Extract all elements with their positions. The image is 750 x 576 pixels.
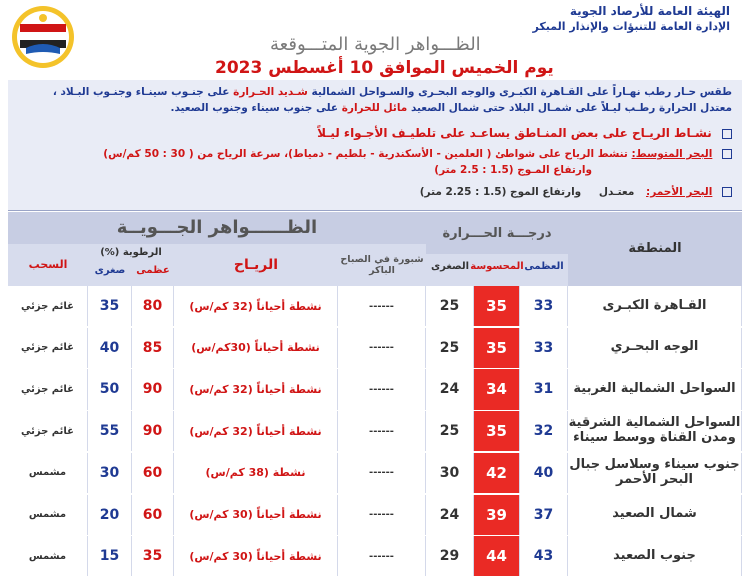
wind-header: الريـاح	[233, 256, 279, 273]
temp-min-header: الصغرى	[430, 261, 470, 272]
bulletin-text: طقس حـار رطب نهـاراً على القـاهرة الكبـرى والوجه البحـرى والسـواحل الشمالية	[311, 86, 732, 98]
cell-fog: ------	[338, 328, 425, 368]
cell-wind: نشطة أحياناً (32 كم/س)	[174, 286, 337, 326]
cell-fog: ------	[338, 411, 425, 451]
forecast-bulletin	[8, 80, 742, 211]
cell-hmax: 85	[132, 328, 173, 368]
cell-region: القـاهرة الكبـرى	[568, 286, 741, 326]
cell-region: جنوب الصعيد	[568, 536, 741, 576]
bulletin-highlight: مائل للحرارة	[341, 102, 408, 114]
cell-tfeel: 42	[474, 453, 519, 493]
cell-fog: ------	[338, 495, 425, 535]
bulletin-line-5: وارتفاع المـوج (1.5 : 2.5 متر)	[434, 164, 592, 176]
cell-wind: نشطة أحياناً (32 كم/س)	[174, 411, 337, 451]
checkbox-square-icon	[722, 149, 732, 159]
cell-tmin: 29	[426, 536, 473, 576]
table-row	[8, 411, 742, 451]
bulletin-line-2	[170, 102, 732, 114]
table-row	[8, 369, 742, 409]
bulletin-text: نشـاط الريـاح على بعض المنـاطق يساعـد على تلطيـف الأجـواء ليـلاً	[317, 126, 712, 140]
cell-hmax: 35	[132, 536, 173, 576]
bulletin-text: معتدل الحرارة رطـب ليـلاً على شمـال البلاد حتى شمال الصعيد	[410, 102, 732, 114]
org-name: الهيئة العامة للأرصاد الجوية	[569, 4, 730, 18]
cell-region: السواحل الشمالية الشرقية ومدن القناة ووسط سيناء	[568, 411, 741, 451]
cell-tmax: 37	[520, 495, 567, 535]
bulletin-text: على جنـوب سينـاء وجنـوب البـلاد ،	[52, 86, 230, 98]
cell-tmax: 32	[520, 411, 567, 451]
cell-wind: نشطة أحياناً (30كم/س)	[174, 328, 337, 368]
clouds-header: السحب	[28, 258, 68, 272]
bulletin-line-6	[420, 186, 732, 198]
cell-clouds: غائم جزئي	[8, 369, 87, 409]
cell-hmax: 90	[132, 411, 173, 451]
checkbox-square-icon	[722, 187, 732, 197]
cell-region: شمال الصعيد	[568, 495, 741, 535]
cell-fog: ------	[338, 286, 425, 326]
cell-tfeel: 44	[474, 536, 519, 576]
cell-region: السواحل الشمالية الغربية	[568, 369, 741, 409]
table-row	[8, 495, 742, 535]
cell-clouds: غائم جزئي	[8, 328, 87, 368]
cell-tfeel: 35	[474, 328, 519, 368]
cell-hmin: 20	[88, 495, 131, 535]
cell-tmin: 24	[426, 369, 473, 409]
cell-tmax: 33	[520, 328, 567, 368]
cell-clouds: مشمس	[8, 495, 87, 535]
cell-tfeel: 35	[474, 286, 519, 326]
cell-fog: ------	[338, 536, 425, 576]
table-row	[8, 328, 742, 368]
cell-tfeel: 35	[474, 411, 519, 451]
table-row	[8, 286, 742, 326]
temp-feel-header: المحسوسة	[470, 261, 524, 272]
bulletin-line-4	[103, 148, 732, 160]
cell-tmin: 24	[426, 495, 473, 535]
ema-logo	[10, 4, 76, 70]
fog-header: شبورة في الصباح الباكر	[340, 253, 424, 276]
cell-hmin: 50	[88, 369, 131, 409]
org-department: الإدارة العامة للتنبؤات والإنذار المبكر	[532, 20, 730, 33]
cell-tmax: 43	[520, 536, 567, 576]
table-row	[8, 536, 742, 576]
cell-tfeel: 34	[474, 369, 519, 409]
cell-tmin: 25	[426, 286, 473, 326]
table-row	[8, 453, 742, 493]
cell-tmax: 40	[520, 453, 567, 493]
cell-clouds: مشمس	[8, 536, 87, 576]
cell-hmin: 55	[88, 411, 131, 451]
bulletin-text: تنشط الرياح على شواطئ ( العلمين - الأسكندرية - بلطيم - دمياط)، سرعة الرياح من ( 30 : 50 كم/س)	[103, 148, 628, 160]
cell-wind: نشطة أحياناً (30 كم/س)	[174, 495, 337, 535]
cell-hmax: 60	[132, 495, 173, 535]
cell-tmax: 33	[520, 286, 567, 326]
cell-tfeel: 39	[474, 495, 519, 535]
bulletin-highlight: شـديد الحـرارة	[233, 86, 308, 98]
humidity-max-header: عظمى	[136, 265, 170, 276]
cell-wind: نشطة أحياناً (32 كم/س)	[174, 369, 337, 409]
bulletin-label: البحر الأحمر:	[646, 186, 713, 198]
bulletin-text: على جنوب سيناء وجنوب الصعيد.	[170, 102, 339, 114]
region-header: المنطقة	[628, 241, 682, 257]
cell-hmin: 40	[88, 328, 131, 368]
cell-tmin: 25	[426, 411, 473, 451]
temperature-header: درجـــة الحـــرارة	[442, 226, 552, 242]
cell-clouds: مشمس	[8, 453, 87, 493]
humidity-header: الرطوبة (%)	[100, 247, 162, 258]
cell-hmin: 30	[88, 453, 131, 493]
cell-tmax: 31	[520, 369, 567, 409]
cell-wind: نشطة (38 كم/س)	[174, 453, 337, 493]
cell-clouds: غائم جزئي	[8, 411, 87, 451]
cell-region: جنوب سيناء وسلاسل جبال البحر الأحمر	[568, 453, 741, 493]
cell-hmax: 90	[132, 369, 173, 409]
bulletin-text: معتـدل	[598, 186, 635, 198]
cell-region: الوجه البحـري	[568, 328, 741, 368]
phenomena-header: الظــــــواهر الجـــويــة	[116, 217, 318, 239]
cell-clouds: غائم جزئي	[8, 286, 87, 326]
bulletin-line-1	[53, 86, 732, 98]
temp-max-header: العظمى	[524, 261, 564, 272]
cell-fog: ------	[338, 453, 425, 493]
bulletin-line-3	[317, 126, 732, 140]
forecast-date: يوم الخميس الموافق 10 أغسطس 2023	[215, 58, 554, 78]
cell-hmin: 35	[88, 286, 131, 326]
cell-hmin: 15	[88, 536, 131, 576]
cell-hmax: 60	[132, 453, 173, 493]
humidity-min-header: صغرى	[94, 265, 126, 276]
bulletin-label: البحر المتوسط:	[631, 148, 713, 160]
bulletin-text: وارتفاع الموج (1.5 : 2.25 متر)	[419, 186, 582, 198]
cell-tmin: 25	[426, 328, 473, 368]
forecast-table	[8, 212, 742, 568]
cell-fog: ------	[338, 369, 425, 409]
page-title: الظـــواهر الجوية المتـــوقعة	[270, 34, 481, 55]
checkbox-square-icon	[722, 129, 732, 139]
cell-wind: نشطة أحياناً (30 كم/س)	[174, 536, 337, 576]
cell-hmax: 80	[132, 286, 173, 326]
cell-tmin: 30	[426, 453, 473, 493]
